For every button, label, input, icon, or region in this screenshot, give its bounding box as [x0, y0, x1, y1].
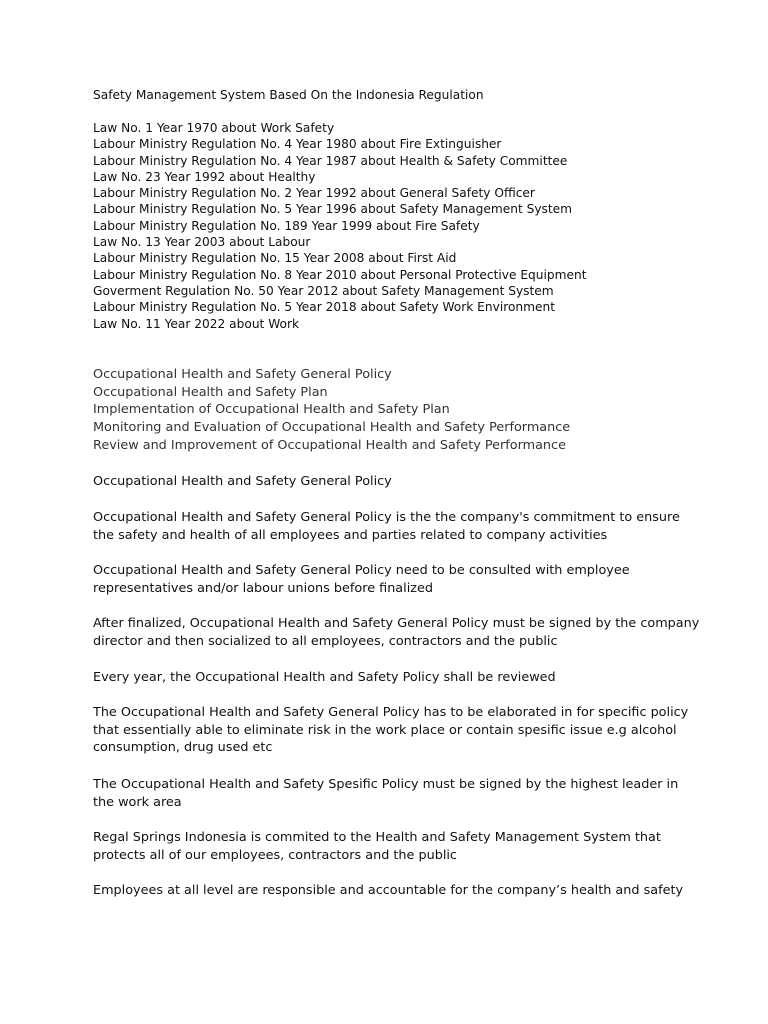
regulation-item: Labour Ministry Regulation No. 4 Year 1987 about Health & Safety Committee — [93, 153, 568, 168]
regulation-item: Labour Ministry Regulation No. 15 Year 2008 about First Aid — [93, 251, 457, 266]
regulation-item: Law No. 23 Year 1992 about Healthy — [93, 169, 316, 184]
document-title: Safety Management System Based On the Indonesia Regulation — [93, 88, 484, 102]
regulation-item: Labour Ministry Regulation No. 189 Year 1999 about Fire Safety — [93, 218, 480, 233]
regulation-item: Labour Ministry Regulation No. 5 Year 1996 about Safety Management System — [93, 202, 573, 217]
topic-item: Review and Improvement of Occupational Health and Safety Performance — [93, 437, 566, 453]
topic-list — [93, 366, 570, 455]
policy-paragraph: The Occupational Health and Safety General Policy has to be elaborated in for specific policy that essentially able to eliminate risk in the work place or contain spesific issue e.g alcohol consumption, drug used etc — [93, 705, 689, 755]
regulation-list — [93, 120, 587, 332]
regulation-item: Law No. 1 Year 1970 about Work Safety — [93, 121, 335, 135]
regulation-item: Labour Ministry Regulation No. 5 Year 2018 about Safety Work Environment — [93, 300, 556, 315]
regulation-item: Labour Ministry Regulation No. 4 Year 1980 about Fire Extinguisher — [93, 137, 502, 152]
regulation-item: Labour Ministry Regulation No. 2 Year 1992 about General Safety Officer — [93, 186, 535, 201]
topic-item: Implementation of Occupational Health and Safety Plan — [93, 402, 450, 418]
regulation-item: Law No. 13 Year 2003 about Labour — [93, 235, 311, 250]
topic-item: Occupational Health and Safety Plan — [93, 384, 328, 400]
regulation-item: Law No. 11 Year 2022 about Work — [93, 316, 300, 331]
policy-paragraph: Every year, the Occupational Health and Safety Policy shall be reviewed — [93, 670, 556, 685]
regulation-item: Labour Ministry Regulation No. 8 Year 2010 about Personal Protective Equipment — [93, 267, 587, 282]
policy-paragraph: After finalized, Occupational Health and Safety General Policy must be signed by the company director and then socialized to all employees, contractors and the public — [93, 616, 700, 649]
policy-paragraph: Employees at all level are responsible and accountable for the company’s health and safety — [93, 883, 684, 898]
policy-paragraph: Regal Springs Indonesia is commited to the Health and Safety Management System that protects all of our employees, contractors and the public — [93, 830, 661, 863]
section-heading: Occupational Health and Safety General Policy — [93, 474, 392, 489]
regulation-item: Goverment Regulation No. 50 Year 2012 about Safety Management System — [93, 283, 554, 298]
policy-paragraph: Occupational Health and Safety General Policy need to be consulted with employee representatives and/or labour unions before finalized — [93, 563, 630, 596]
topic-item: Occupational Health and Safety General Policy — [93, 367, 392, 382]
policy-paragraph: The Occupational Health and Safety Spesific Policy must be signed by the highest leader in the work area — [93, 777, 679, 810]
topic-item: Monitoring and Evaluation of Occupational Health and Safety Performance — [93, 420, 571, 436]
policy-paragraph: Occupational Health and Safety General Policy is the the company's commitment to ensure the safety and health of all employees and parties related to company activities — [93, 510, 680, 543]
